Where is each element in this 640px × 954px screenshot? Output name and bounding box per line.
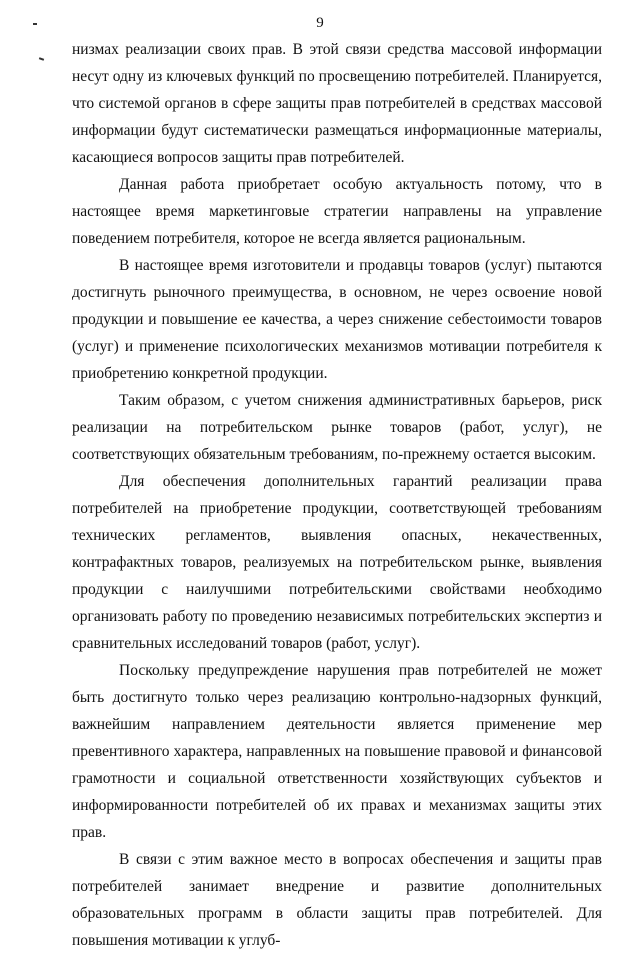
scan-mark bbox=[39, 57, 44, 61]
document-body bbox=[72, 36, 602, 954]
paragraph: В связи с этим важное место в вопросах обеспечения и защиты прав потребителей занимает внедрение и развитие дополнительных образовательных программ в области защиты прав потребителей. Для повышения мотивации к углуб- bbox=[72, 851, 602, 949]
paragraph: Данная работа приобретает особую актуальность потому, что в настоящее время маркетинговые стратегии направлены на управление поведением потребителя, которое не всегда является рациональным. bbox=[72, 176, 602, 247]
paragraph: Поскольку предупреждение нарушения прав потребителей не может быть достигнуто только через реализацию контрольно-надзорных функций, важнейшим направлением деятельности является применение мер превентивного характера, направленных на повышение правовой и финансовой грамотности и социальной ответственности хозяйствующих субъектов и информированности потребителей об их правах и механизмах защиты этих прав. bbox=[72, 662, 602, 841]
paragraph: низмах реализации своих прав. В этой связи средства массовой информации несут одну из ключевых функций по просвещению потребителей. Планируется, что системой органов в сфере защиты прав потребителей в средствах массовой информации будут систематически размещаться информационные материалы, касающиеся вопросов защиты прав потребителей. bbox=[72, 41, 602, 166]
paragraph: Для обеспечения дополнительных гарантий реализации права потребителей на приобретение продукции, соответствующей требованиям технических регламентов, выявления опасных, некачественных, контрафактных товаров, реализуемых на потребительском рынке, выявления продукции с наилучшими потребительскими свойствами необходимо организовать работу по проведению независимых потребительских экспертиз и сравнительных исследований товаров (работ, услуг). bbox=[72, 473, 602, 652]
scan-mark bbox=[33, 23, 37, 25]
page-number: 9 bbox=[316, 15, 324, 31]
paragraph: Таким образом, с учетом снижения административных барьеров, риск реализации на потребительском рынке товаров (работ, услуг), не соответствующих обязательным требованиям, по-прежнему остается высоким. bbox=[72, 392, 602, 463]
paragraph: В настоящее время изготовители и продавцы товаров (услуг) пытаются достигнуть рыночного преимущества, в основном, не через освоение новой продукции и повышение ее качества, а через снижение себестоимости товаров (услуг) и применение психологических механизмов мотивации потребителя к приобретению конкретной продукции. bbox=[72, 257, 602, 382]
